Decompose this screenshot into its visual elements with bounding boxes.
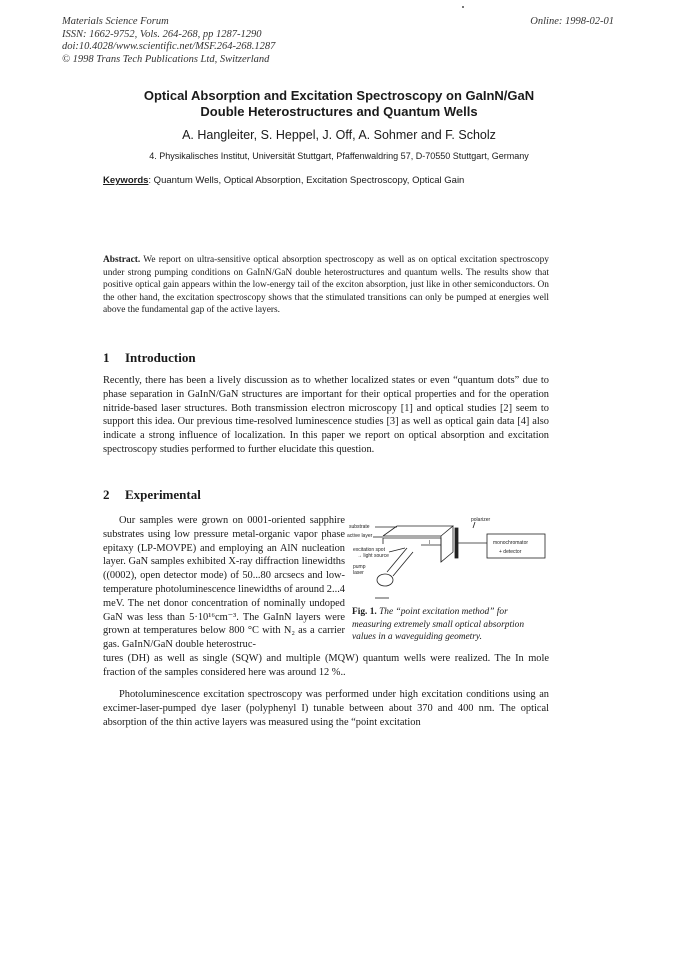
affiliation: 4. Physikalisches Institut, Universität Stuttgart, Pfaffenwaldring 57, D-70550 Stuttgart, Germany (149, 151, 529, 161)
section-number: 1 (103, 350, 110, 365)
online-date: Online: 1998-02-01 (530, 16, 614, 27)
label-polarizer: polarizer (471, 517, 491, 523)
figure-1-diagram (345, 514, 549, 604)
pump-laser-spot (377, 574, 393, 586)
experimental-paragraph-2: Photoluminescence excitation spectroscopy was performed under high excitation conditions using an excimer-laser-pumped dye laser (polyphenyl I) tunable between about 370 and 400 nm. The optical absorption of the thin active layers was measured using the “point excitation (103, 689, 549, 728)
caption-text: The “point excitation method” for measuring extremely small optical absorption values in a waveguiding geometry. (352, 607, 525, 642)
authors: A. Hangleiter, S. Heppel, J. Off, A. Sohmer and F. Scholz (182, 128, 496, 142)
section-heading-experimental (103, 487, 201, 503)
label-active-layer: active layer (347, 533, 373, 539)
polarizer-plate (455, 528, 458, 558)
introduction-paragraph: Recently, there has been a lively discussion as to whether localized states or even “quantum dots” due to phase separation in GaInN/GaN structures are important for their optical properties and for the operation nitride-based laser structures. Both transmission electron microscopy [1] and optical studies [2] seem to support this idea. Our previous time-resolved luminescence studies [3] as well as optical gain data [4] also indicate a strong influence of localization. In this paper we report on optical absorption and excitation spectroscopy studies performed to further elucidate this question. (103, 375, 549, 455)
copyright-line: © 1998 Trans Tech Publications Ltd, Switzerland (62, 53, 270, 65)
doi-line[interactable]: doi:10.4028/www.scientific.net/MSF.264-268.1287 (62, 41, 276, 52)
caption-label: Fig. 1. (352, 607, 377, 617)
label-pump: pump (353, 564, 366, 570)
journal-header (62, 16, 275, 66)
experimental-paragraph-1-continued: tures (DH) as well as single (SQW) and multiple (MQW) quantum wells were realized. The In mole fraction of the samples considered here was around 12 %.. (103, 653, 549, 678)
journal-name: Materials Science Forum (62, 16, 169, 27)
label-substrate: substrate (349, 524, 370, 530)
section-title: Introduction (125, 350, 196, 365)
paper-title (60, 88, 618, 120)
figure-1-caption (352, 606, 549, 644)
title-line-2: Double Heterostructures and Quantum Wells (200, 104, 478, 119)
abstract-label: Abstract. (103, 255, 141, 265)
label-detector: + detector (499, 549, 522, 555)
section-heading-introduction (103, 350, 196, 366)
label-light-source: → light source (357, 553, 389, 559)
experimental-paragraph-1: Our samples were grown on 0001-oriented sapphire substrates using low pressure metal-organic vapor phase epitaxy (LP-MOVPE) and employing an AlN nucleation layer. GaN samples exhibited X-ray diffraction linewidths ((0002), open detector mode) of 50...80 arcsecs and low-temperature photoluminescence linewidths of around 2...4 meV. The net donor concentration of nominally undoped GaN was less than 5·10¹⁶cm⁻³. The GaInN layers were grown at temperatures below 800 °C with N₂ as a carrier gas. GaInN/GaN double heterostruc- (103, 515, 345, 651)
abstract-text: We report on ultra-sensitive optical absorption spectroscopy as well as on optical excitation spectroscopy under strong pumping conditions on GaInN/GaN double heterostructures and quantum wells. The results show that positive optical gain appears within the low-energy tail of the exciton absorption, just like in other semiconductors. On the other hand, the excitation spectroscopy shows that the stimulated transitions can only be pumped at energies well above the fundamental gap of the active layers. (103, 255, 549, 316)
section-number: 2 (103, 487, 110, 502)
sample-end-face (441, 526, 453, 562)
speck (462, 6, 464, 8)
section-title: Experimental (125, 487, 201, 502)
keywords-label: Keywords (103, 175, 149, 186)
abstract (103, 254, 549, 317)
label-monochromator: monochromator (493, 540, 529, 546)
title-line-1: Optical Absorption and Excitation Spectroscopy on GaInN/GaN (143, 88, 535, 103)
issn-line: ISSN: 1662-9752, Vols. 264-268, pp 1287-1290 (62, 28, 262, 40)
label-laser: laser (353, 570, 364, 576)
label-distance: l (429, 540, 431, 546)
keywords-text: : Quantum Wells, Optical Absorption, Excitation Spectroscopy, Optical Gain (148, 175, 465, 186)
label-excitation-spot: excitation spot (353, 547, 385, 553)
keywords (103, 175, 583, 186)
